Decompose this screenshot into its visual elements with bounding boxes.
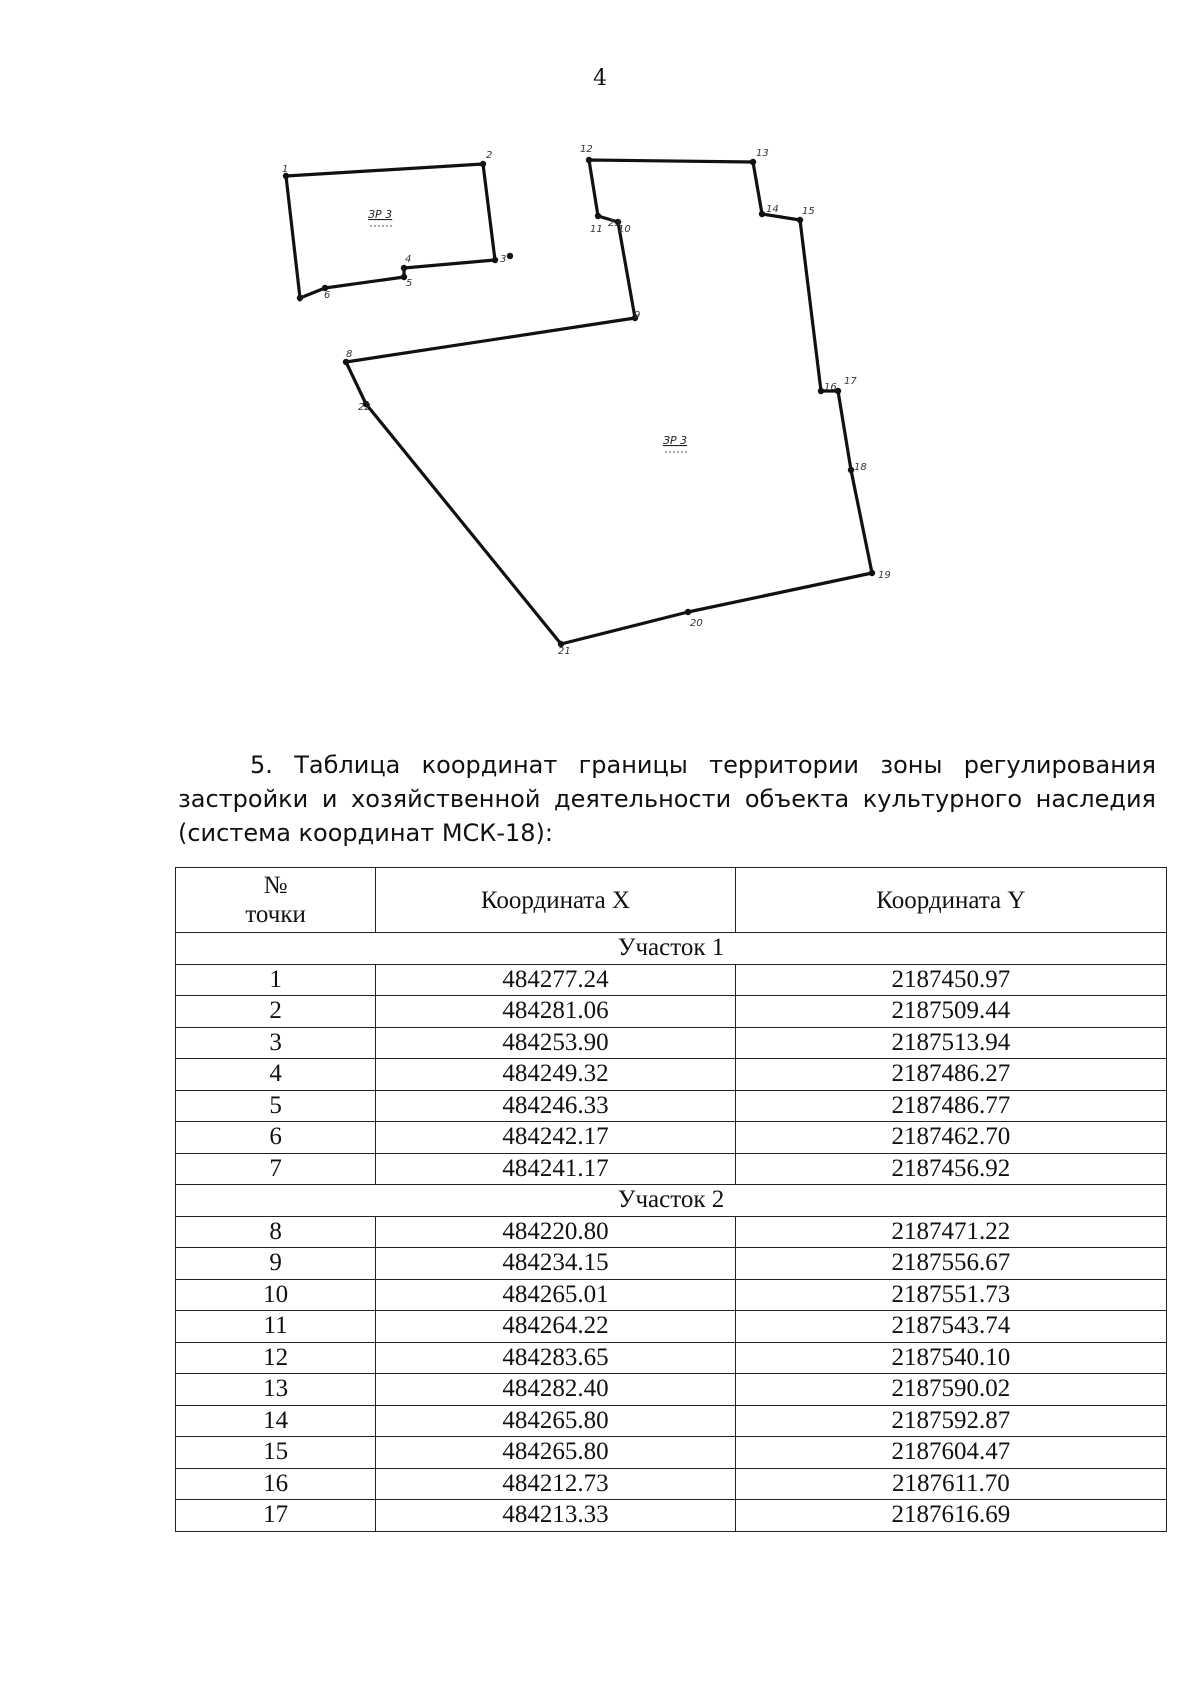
boundary-plan-drawing [260,140,980,720]
boundary-point-marker [595,213,601,219]
parcel-1-boundary [286,164,495,298]
coordinate-y-cell: 2187540.10 [735,1342,1166,1374]
coordinate-x-cell: 484282.40 [376,1374,736,1406]
boundary-point-label: 19 [878,570,891,581]
coordinates-table [175,867,1167,1532]
boundary-point-label: 9 [634,310,641,321]
coordinate-y-cell: 2187604.47 [735,1437,1166,1469]
coordinate-x-cell: 484212.73 [376,1468,736,1500]
coordinate-x-cell: 484265.80 [376,1437,736,1469]
section-row [176,933,1167,965]
coordinate-y-cell: 2187592.87 [735,1405,1166,1437]
table-row [176,1311,1167,1343]
header-point-number: № точки [176,868,376,933]
coordinate-y-cell: 2187471.22 [735,1216,1166,1248]
boundary-point-label: 5 [406,278,413,289]
point-number-cell: 12 [176,1342,376,1374]
table-row [176,1090,1167,1122]
boundary-point-label: 1 [282,164,289,175]
section-title: Участок 1 [176,933,1167,965]
boundary-point-label: 7 [298,294,305,305]
table-row [176,1122,1167,1154]
boundary-point-label: 22 [358,402,371,413]
boundary-point-marker [401,265,407,271]
coordinate-x-cell: 484264.22 [376,1311,736,1343]
coordinate-y-cell: 2187513.94 [735,1027,1166,1059]
parcel-2-boundary [346,160,872,644]
boundary-point-label: 17 [844,376,857,387]
table-row [176,996,1167,1028]
table-row [176,1342,1167,1374]
coordinate-x-cell: 484242.17 [376,1122,736,1154]
point-number-cell: 15 [176,1437,376,1469]
table-caption [178,748,1156,850]
point-number-cell: 6 [176,1122,376,1154]
boundary-point-marker [759,211,765,217]
point-number-cell: 4 [176,1059,376,1091]
coordinate-y-cell: 2187611.70 [735,1468,1166,1500]
boundary-point-label: 16 [824,382,837,393]
coordinate-y-cell: 2187462.70 [735,1122,1166,1154]
boundary-point-label: 4 [405,254,412,265]
coordinate-x-cell: 484281.06 [376,996,736,1028]
point-number-cell: 3 [176,1027,376,1059]
table-row [176,1500,1167,1532]
table-caption-text: 5. Таблица координат границы территории зоны регулирования застройки и хозяйственной деятельности объекта культурного наследия (система координат МСК-18): [178,751,1156,847]
coordinate-x-cell: 484277.24 [376,964,736,996]
point-number-cell: 11 [176,1311,376,1343]
point-number-cell: 10 [176,1279,376,1311]
point-number-cell: 7 [176,1153,376,1185]
boundary-point-marker [507,253,513,259]
table-row [176,1468,1167,1500]
coordinate-y-cell: 2187543.74 [735,1311,1166,1343]
boundary-point-marker [869,570,875,576]
point-number-cell: 2 [176,996,376,1028]
boundary-point-marker [492,257,498,263]
boundary-point-marker [480,161,486,167]
table-row [176,1374,1167,1406]
boundary-point-label: 3 [500,254,507,265]
boundary-point-label: 20 [690,618,703,629]
point-number-cell: 9 [176,1248,376,1280]
coordinate-y-cell: 2187456.92 [735,1153,1166,1185]
coordinate-x-cell: 484283.65 [376,1342,736,1374]
coordinate-x-cell: 484265.80 [376,1405,736,1437]
coordinate-x-cell: 484253.90 [376,1027,736,1059]
coordinate-x-cell: 484241.17 [376,1153,736,1185]
table-row [176,1027,1167,1059]
boundary-point-label: 12 [580,144,593,155]
section-row [176,1185,1167,1217]
coordinate-x-cell: 484249.32 [376,1059,736,1091]
coordinate-y-cell: 2187486.27 [735,1059,1166,1091]
header-coordinate-y: Координата Y [735,868,1166,933]
boundary-point-label: 10 [618,224,631,235]
coordinate-x-cell: 484220.80 [376,1216,736,1248]
point-number-cell: 1 [176,964,376,996]
coordinate-y-cell: 2187556.67 [735,1248,1166,1280]
header-coordinate-x: Координата X [376,868,736,933]
coordinate-x-cell: 484234.15 [376,1248,736,1280]
boundary-point-label: 14 [766,204,779,215]
table-row [176,1059,1167,1091]
boundary-point-marker [685,609,691,615]
coordinate-y-cell: 2187486.77 [735,1090,1166,1122]
boundary-point-label: 2 [486,150,493,161]
table-row [176,1153,1167,1185]
table-row [176,1216,1167,1248]
point-number-cell: 13 [176,1374,376,1406]
coordinate-y-cell: 2187616.69 [735,1500,1166,1532]
section-title: Участок 2 [176,1185,1167,1217]
zone-label: ЗР 3 [368,208,393,221]
coordinate-x-cell: 484265.01 [376,1279,736,1311]
page-number: 4 [593,66,607,91]
boundary-point-label: 18 [854,462,867,473]
boundary-point-label: 13 [756,148,769,159]
zone-label: ЗР 3 [663,434,688,447]
point-number-cell: 8 [176,1216,376,1248]
table-header-row [176,868,1167,933]
boundary-point-marker [797,217,803,223]
table-body [176,933,1167,1532]
coordinate-x-cell: 484246.33 [376,1090,736,1122]
table-row [176,1437,1167,1469]
table-row [176,1405,1167,1437]
boundary-point-label: 11 [590,224,603,235]
coordinate-y-cell: 2187590.02 [735,1374,1166,1406]
boundary-point-label: 15 [802,206,815,217]
boundary-point-label: 8 [346,349,353,360]
boundary-point-marker [586,157,592,163]
coordinate-y-cell: 2187551.73 [735,1279,1166,1311]
point-number-cell: 17 [176,1500,376,1532]
point-number-cell: 16 [176,1468,376,1500]
boundary-plan [260,140,980,720]
table-row [176,1248,1167,1280]
point-number-cell: 14 [176,1405,376,1437]
coordinate-y-cell: 2187509.44 [735,996,1166,1028]
point-number-cell: 5 [176,1090,376,1122]
boundary-point-label: 6 [324,290,331,301]
boundary-point-label: 21 [558,646,571,657]
boundary-point-label: 23 [608,218,621,229]
coordinate-y-cell: 2187450.97 [735,964,1166,996]
table-row [176,1279,1167,1311]
table-row [176,964,1167,996]
coordinate-x-cell: 484213.33 [376,1500,736,1532]
boundary-point-marker [750,159,756,165]
